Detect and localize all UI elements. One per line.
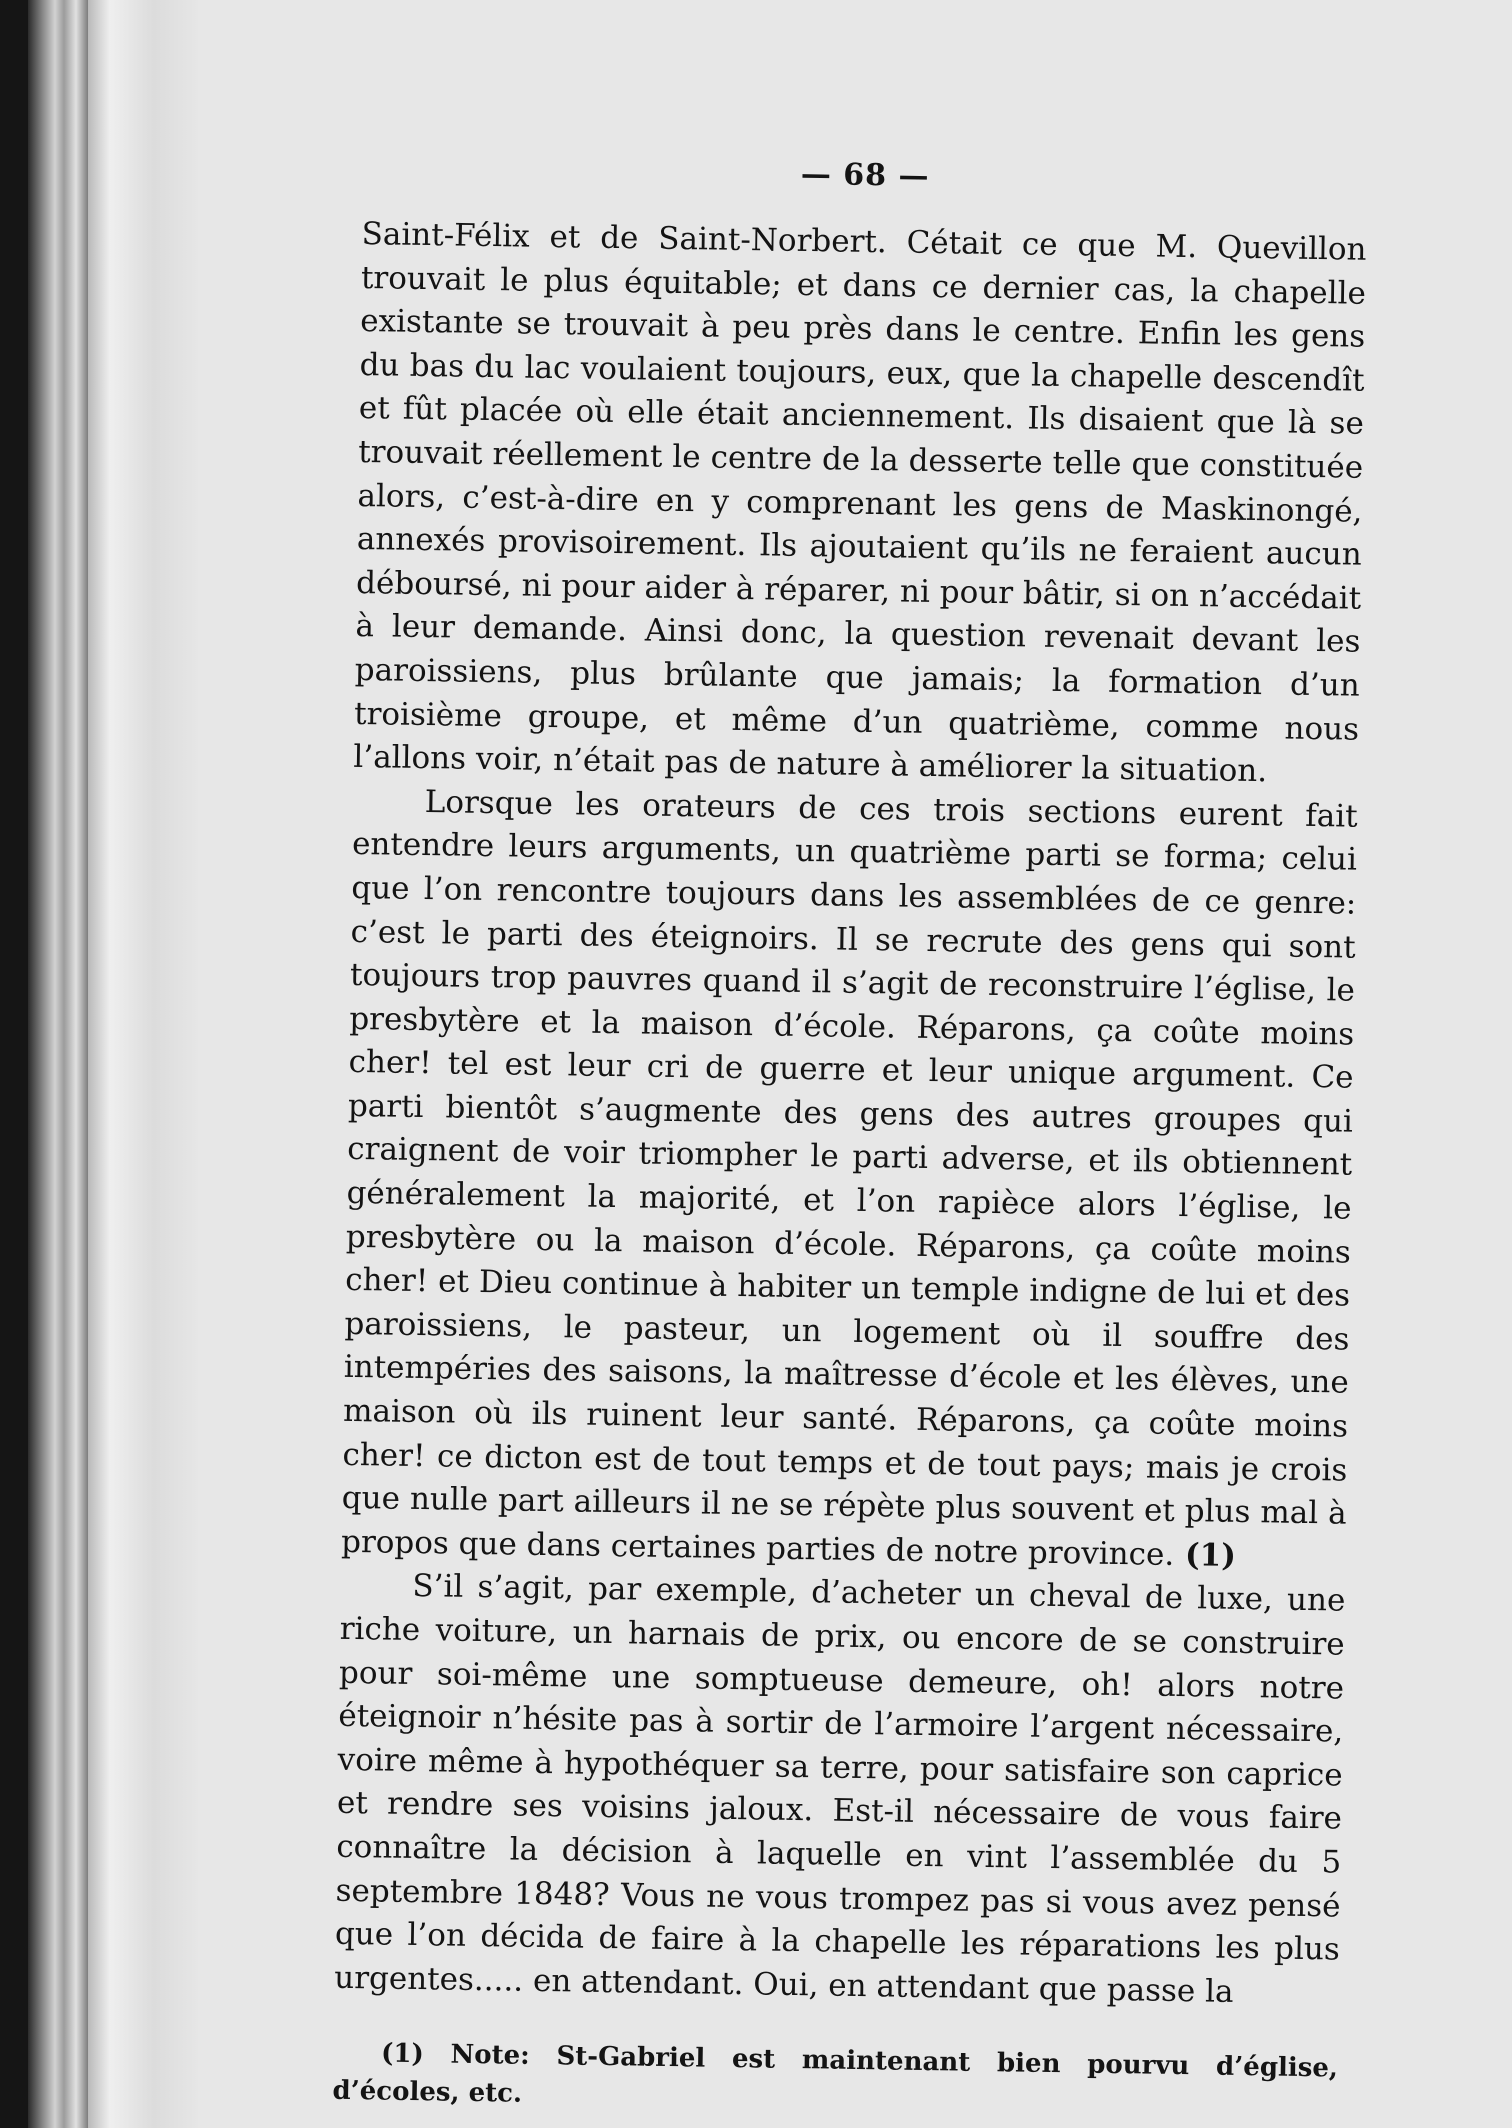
paragraph-2 <box>341 780 1358 1580</box>
book-spine <box>28 0 88 2128</box>
footnote-reference: (1) <box>1173 1536 1237 1574</box>
paragraph-3: S’il s’agit, par exemple, d’acheter un cheval de luxe, une riche voiture, un harnais de prix, ou encore de se construire pour soi-même une somptueuse demeure, oh! alors notre éteignoir n’hésite pas à sortir de l’armoire l’argent nécessaire, voire même à hypothéquer sa terre, pour satisfaire son caprice et rendre ses voisins jaloux. Est-il nécessaire de vous faire connaître la décision à laquelle en vint l’assemblée du 5 septembre 1848? Vous ne vous trompez pas si vous avez pensé que l’on décida de faire à la chapelle les réparations les plus urgentes..... en attendant. Oui, en attendant que passe la <box>334 1568 1346 2010</box>
page-content <box>332 150 1368 2126</box>
page-number: — 68 — <box>800 156 930 194</box>
footnote: (1) Note: St-Gabriel est maintenant bien pourvu d’église, d’écoles, etc. <box>332 2038 1339 2110</box>
paragraph-2-text: Lorsque les orateurs de ces trois sections eurent fait entendre leurs arguments, un quatrième parti se forma; celui que l’on rencontre toujours dans les assemblées de ce genre: c’est le parti des éteignoirs. Il se recrute des gens qui sont toujours trop pauvres quand il s’agit de reconstruire l’église, le presbytère et la maison d’école. Réparons, ça coûte moins cher! tel est leur cri de guerre et leur unique argument. Ce parti bientôt s’augmente des gens des autres groupes qui craignent de voir triompher le parti adverse, et ils obtiennent généralement la majorité, et l’on rapièce alors l’église, le presbytère ou la maison d’école. Réparons, ça coûte moins cher! et Dieu continue à habiter un temple indigne de lui et des paroissiens, le pasteur, un logement où il souffre des intempéries des saisons, la maîtresse d’école et les élèves, une maison où ils ruinent leur santé. Réparons, ça coûte moins cher! ce dicton est de tout temps et de tout pays; mais je crois que nulle part ailleurs il ne se répète plus souvent et plus mal à propos que dans certaines parties de notre province. <box>340 783 1358 1573</box>
page-edge <box>88 0 198 2128</box>
book-page <box>198 0 1512 2128</box>
paragraph-1: Saint-Félix et de Saint-Norbert. Cétait ce que M. Quevillon trouvait le plus équitable; et dans ce dernier cas, la chapelle existante se trouvait à peu près dans le centre. Enfin les gens du bas du lac voulaient toujours, eux, que la chapelle descendît et fût placée où elle était anciennement. Ils disaient que là se trouvait réellement le centre de la desserte telle que constituée alors, c’est-à-dire en y comprenant les gens de Maskinongé, annexés provisoirement. Ils ajoutaient qu’ils ne feraient aucun déboursé, ni pour aider à réparer, ni pour bâtir, si on n’accédait à leur demande. Ainsi donc, la question revenait devant les paroissiens, plus brûlante que jamais; la formation d’un troisième groupe, et même d’un quatrième, comme nous l’allons voir, n’était pas de nature à améliorer la situation. <box>353 215 1367 790</box>
